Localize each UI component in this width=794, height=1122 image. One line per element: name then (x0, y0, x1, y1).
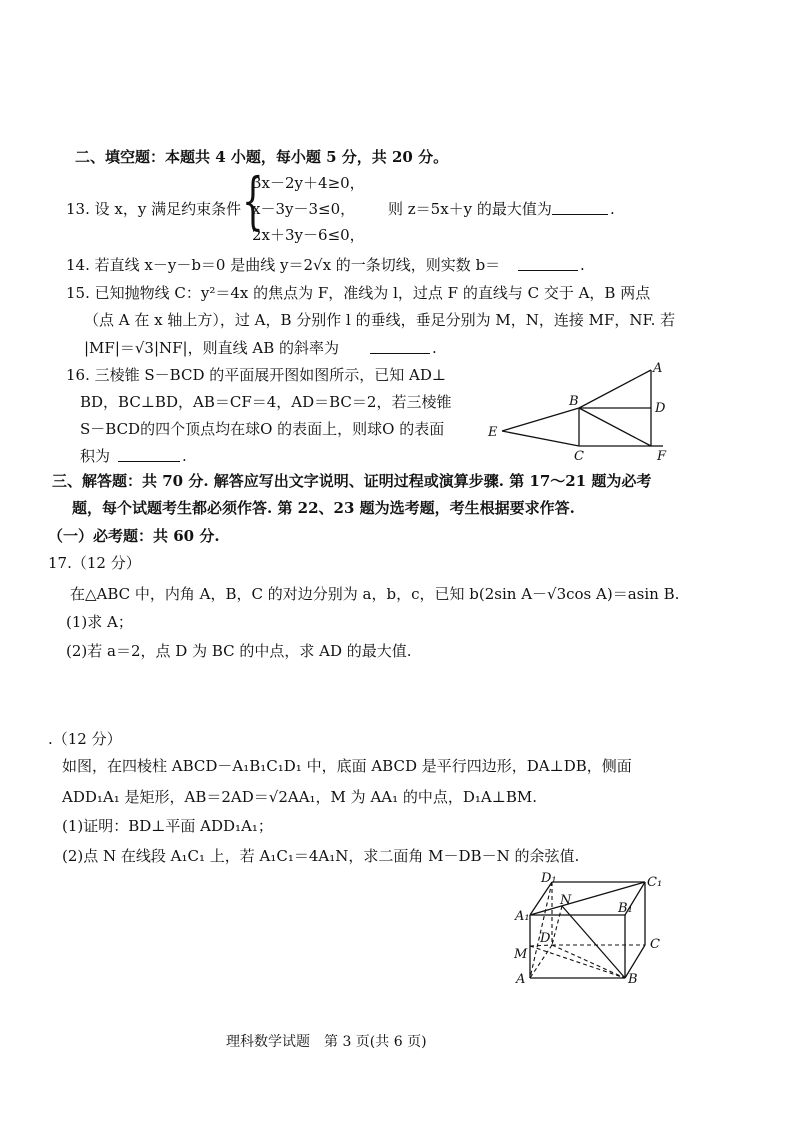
net-label-e: E (488, 425, 498, 440)
q16-answer-blank (118, 447, 180, 462)
q15-line-1: 15. 已知抛物线 C：y²＝4x 的焦点为 F，准线为 l，过点 F 的直线与 C 交于 A，B 两点 (66, 284, 651, 302)
prism-label-m: M (514, 947, 528, 962)
net-diagram (485, 360, 680, 465)
q18-number: .（12 分） (48, 730, 122, 748)
prism-label-n: N (560, 893, 572, 908)
net-label-a: A (653, 361, 663, 376)
q17-part-2: (2)若 a＝2，点 D 为 BC 的中点，求 AD 的最大值. (66, 642, 412, 660)
q18-part-1: (1)证明：BD⊥平面 ADD₁A₁； (62, 817, 273, 835)
prism-label-c: C (650, 937, 660, 952)
q13-brace: { (242, 164, 264, 237)
q17-stem: 在△ABC 中，内角 A，B，C 的对边分别为 a，b，c，已知 b(2sin A－√3cos A)＝asin B. (70, 585, 680, 603)
q14-answer-blank (518, 256, 578, 271)
net-edge-eb (502, 408, 579, 431)
q13-suffix: 则 z＝5x＋y 的最大值为 (388, 200, 552, 218)
q13-constraint-1: 3x－2y＋4≥0， (252, 174, 365, 192)
q13-answer-blank (552, 200, 608, 215)
section-heading-fill-in: 二、填空题：本题共 4 小题，每小题 5 分，共 20 分。 (75, 148, 449, 166)
prism-label-b1: B₁ (618, 901, 633, 916)
q16-end: . (182, 447, 187, 465)
prism-label-a1: A₁ (515, 909, 530, 924)
prism-label-b: B (628, 972, 638, 987)
q15-line-2: （点 A 在 x 轴上方），过 A，B 分别作 l 的垂线，垂足分别为 M，N，连接 MF，NF. 若 (84, 311, 676, 329)
q13-constraint-3: 2x＋3y－6≤0， (252, 226, 365, 244)
part-1-heading: （一）必考题：共 60 分. (48, 527, 220, 545)
section-heading-solutions: 三、解答题：共 70 分. 解答应写出文字说明、证明过程或演算步骤. 第 17～21 题为必考 (52, 472, 652, 490)
q15-answer-blank (370, 339, 430, 354)
prism-label-c1: C₁ (647, 875, 663, 890)
q16-line-3: S－BCD的四个顶点均在球O 的表面上，则球O 的表面 (80, 420, 445, 438)
net-edge-ba (579, 370, 651, 408)
q18-line-2: ADD₁A₁ 是矩形，AB＝2AD＝√2AA₁，M 为 AA₁ 的中点，D₁A⊥BM. (62, 788, 538, 806)
q15-line-3: |MF|＝√3|NF|，则直线 AB 的斜率为 (84, 339, 340, 357)
q13-prefix: 13. 设 x，y 满足约束条件 (66, 200, 242, 218)
q16-line-2: BD，BC⊥BD，AB＝CF＝4，AD＝BC＝2，若三棱锥 (80, 393, 452, 411)
q18-part-2: (2)点 N 在线段 A₁C₁ 上，若 A₁C₁＝4A₁N，求二面角 M－DB－N 的余弦值. (62, 847, 580, 865)
net-label-c: C (574, 449, 584, 464)
q16-line-1: 16. 三棱锥 S－BCD 的平面展开图如图所示，已知 AD⊥ (66, 366, 446, 384)
section-heading-solutions-line-2: 题，每个试题考生都必须作答. 第 22、23 题为选考题，考生根据要求作答. (72, 499, 575, 517)
q13-end: . (610, 200, 615, 218)
q18-line-1: 如图，在四棱柱 ABCD－A₁B₁C₁D₁ 中，底面 ABCD 是平行四边形，DA⊥DB，侧面 (62, 757, 632, 775)
q13-constraint-2: x－3y－3≤0， (252, 200, 356, 218)
q15-end: . (432, 339, 437, 357)
page-footer: 理科数学试题 第 3 页(共 6 页) (226, 1034, 427, 1050)
net-label-f: F (657, 449, 667, 464)
q14-text: 14. 若直线 x－y－b＝0 是曲线 y＝2√x 的一条切线，则实数 b＝ (66, 256, 501, 274)
q14-end: . (580, 256, 585, 274)
prism-diagram (510, 870, 670, 990)
net-label-b: B (569, 394, 579, 409)
q17-part-1: (1)求 A； (66, 613, 133, 631)
q17-number: 17.（12 分） (48, 554, 141, 572)
net-edge-ec (502, 431, 579, 446)
net-edge-bf (579, 408, 651, 446)
prism-label-d: D (540, 931, 551, 946)
net-label-d: D (655, 401, 666, 416)
prism-label-d1: D₁ (541, 871, 557, 886)
q16-line-4: 积为 (80, 447, 111, 465)
prism-label-a: A (516, 972, 526, 987)
